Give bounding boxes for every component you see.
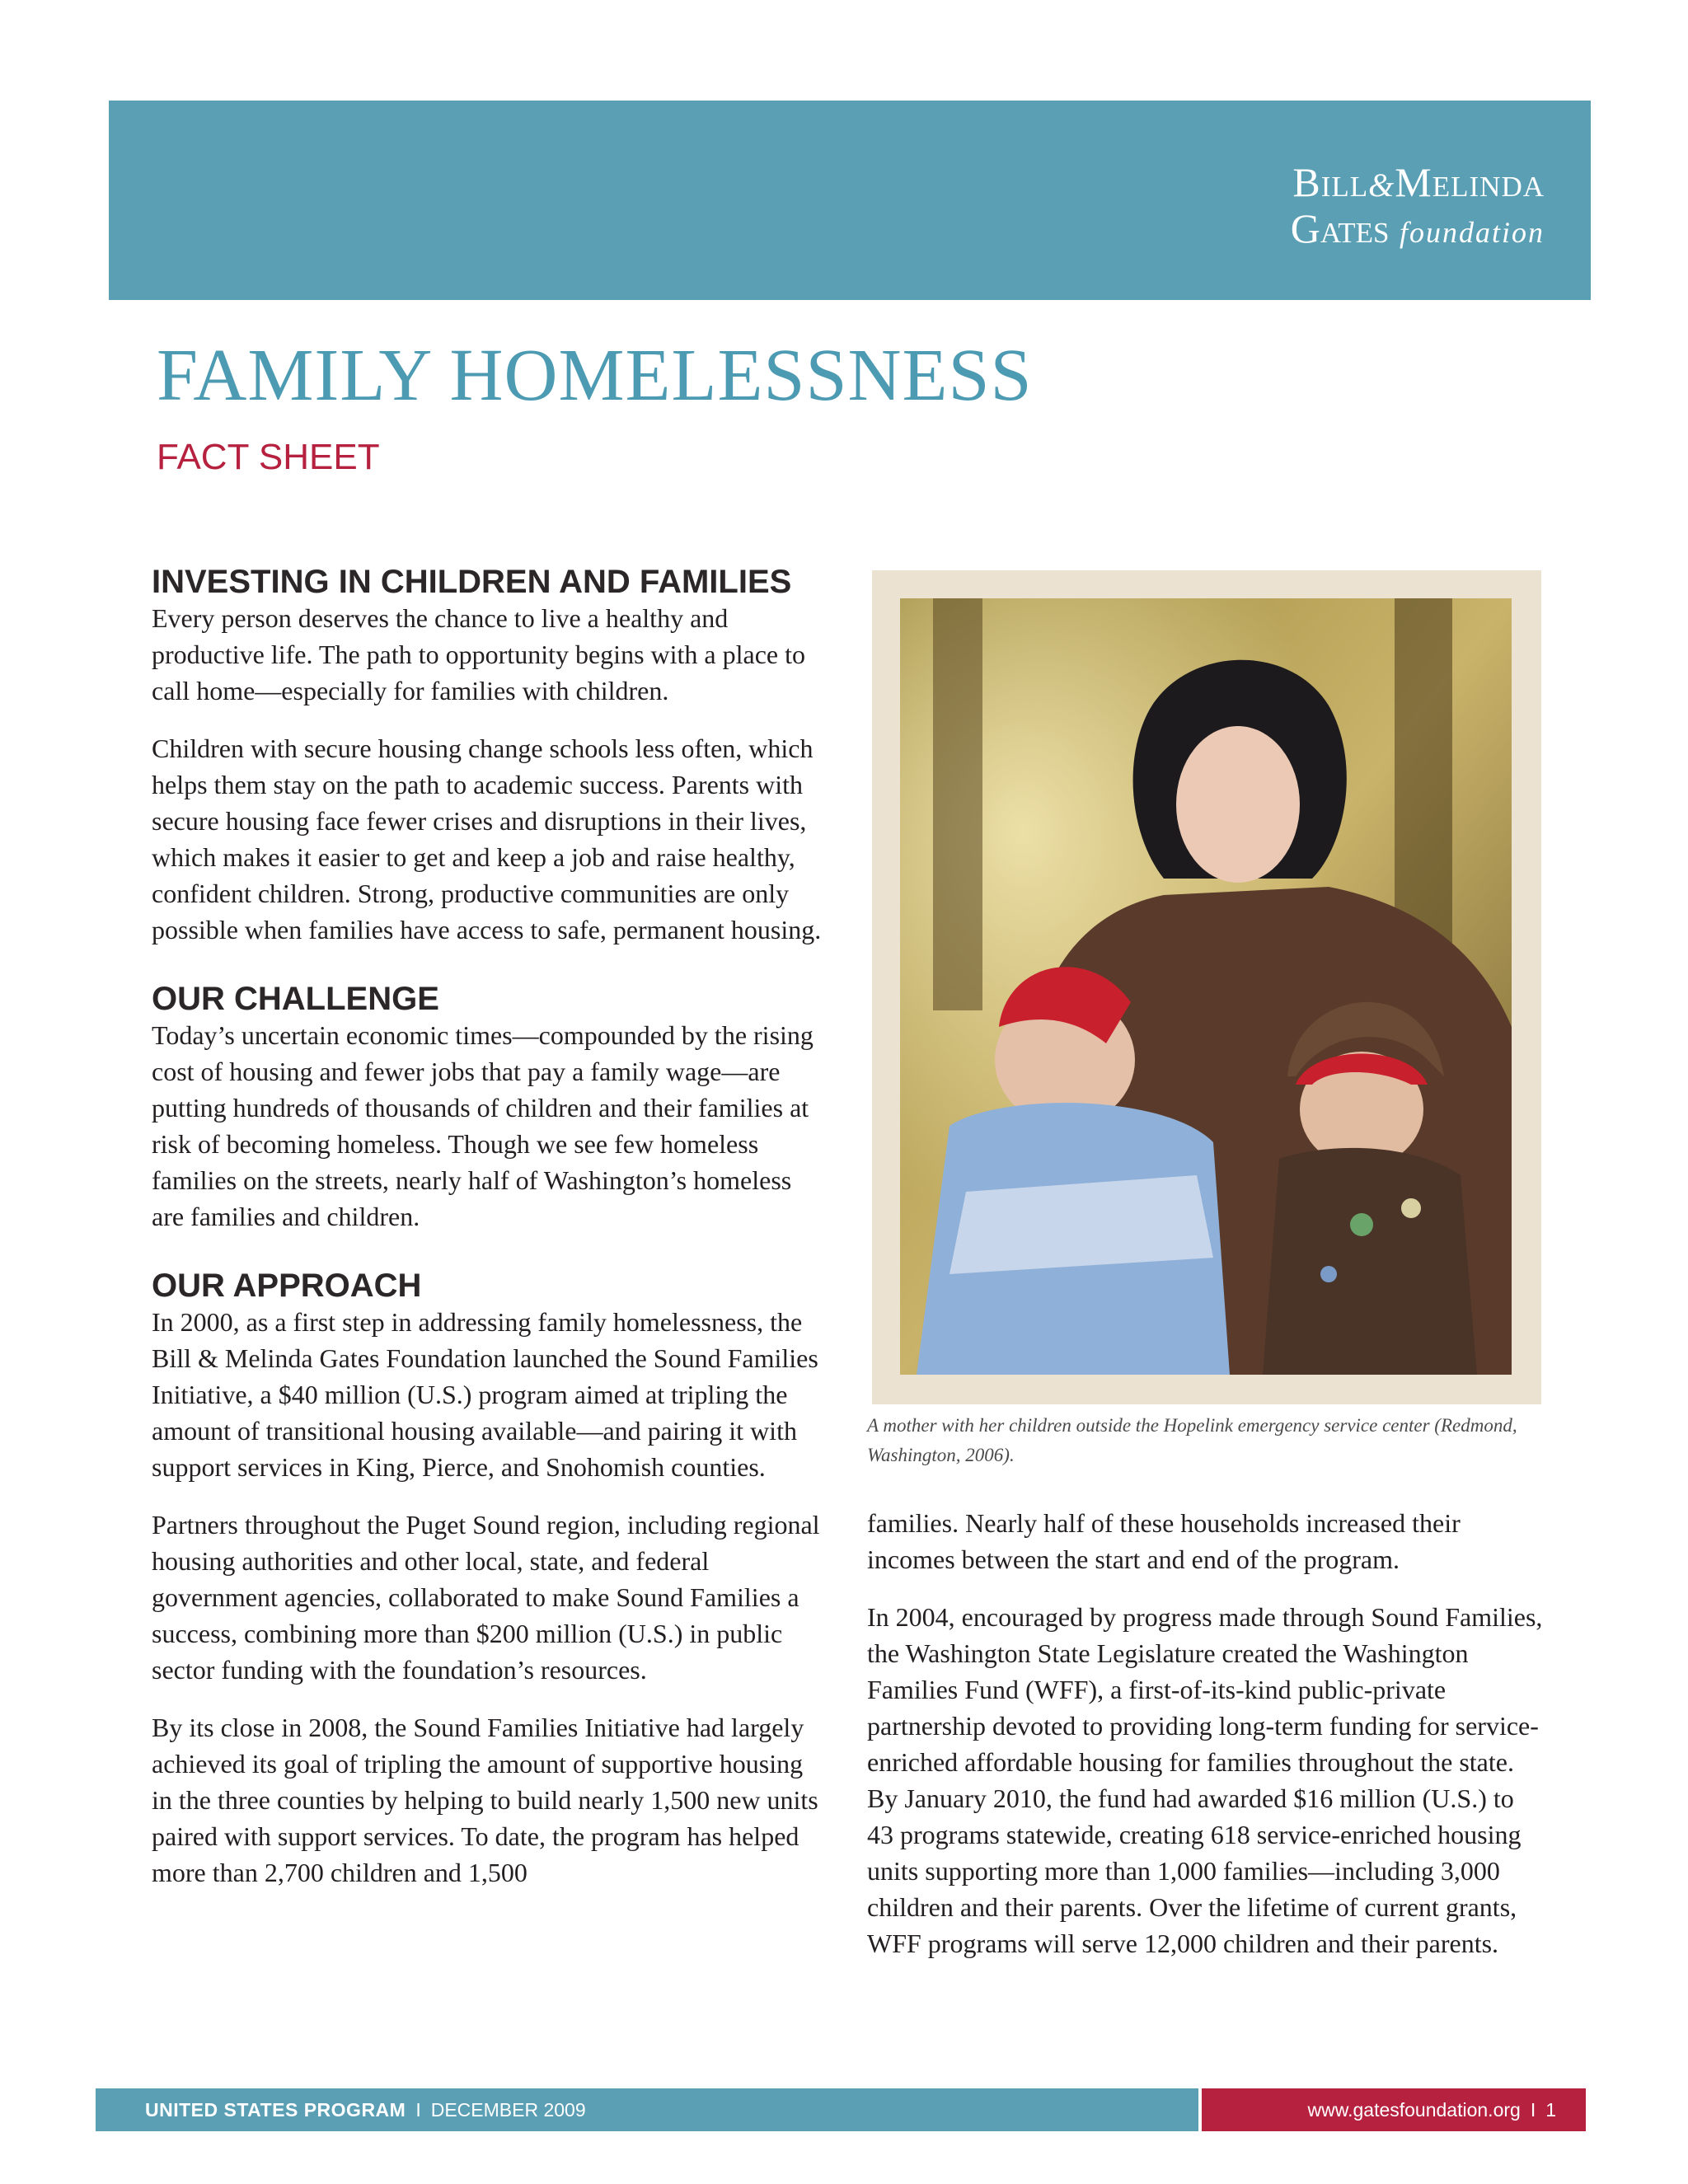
page-number: 1 [1545,2098,1556,2121]
footer-url[interactable]: www.gatesfoundation.org [1307,2098,1521,2121]
header-band [109,101,1591,300]
paragraph: Partners throughout the Puget Sound region, including regional housing authorities and other local, state, and federal government agencies, collaborated to make Sound Families a success, combining more than $200 million (U.S.) in public sector funding with the foundation’s resources. [152,1510,820,1685]
section-heading: OUR APPROACH [152,1268,422,1304]
paragraph: By its close in 2008, the Sound Families Initiative had largely achieved its goal of tripling the amount of supportive housing in the three counties by helping to build nearly 1,500 new units paired with support services. To date, the program has helped more than 2,700 children and 1,500 [152,1713,818,1887]
logo-bill: Bill [1292,159,1369,205]
page-title: FAMILY HOMELESSNESS [157,335,1033,416]
footer-separator: I [415,2098,421,2121]
logo-gates: Gates [1290,205,1390,251]
footer-url-bar [1202,2088,1586,2131]
photo-frame [872,570,1541,1404]
family-photo [900,598,1512,1375]
footer-date: DECEMBER 2009 [430,2098,586,2121]
paragraph: In 2004, encouraged by progress made through Sound Families, the Washington State Legislature created the Washington Families Fund (WFF), a first-of-its-kind public-private partnership devoted to providing long-term funding for service-enriched affordable housing for families throughout the state. By January 2010, the fund had awarded $16 million (U.S.) to 43 programs statewide, creating 618 service-enriched housing units supporting more than 1,000 families—including 3,000 children and their parents. Over the lifetime of current grants, WFF programs will serve 12,000 children and their parents. [867,1602,1543,1958]
left-column [152,564,828,1924]
page-subtitle: FACT SHEET [157,437,380,477]
paragraph: Children with secure housing change schools less often, which helps them stay on the path to academic success. Parents with secure housing face fewer crises and disruptions in their lives, which makes it easier to get and keep a job and raise healthy, confident children. Strong, productive communities are only possible when families have access to safe, permanent housing. [152,733,822,944]
section-heading: INVESTING IN CHILDREN AND FAMILIES [152,564,792,600]
logo-ampersand: & [1368,166,1395,204]
section-challenge [152,981,828,1235]
photo-caption: A mother with her children outside the Hopelink emergency service center (Redmond, Washington, 2006). [867,1415,1517,1465]
photo-illustration [900,598,1512,1375]
right-column [867,1505,1543,1983]
paragraph: families. Nearly half of these households increased their incomes between the start and end of the program. [867,1508,1461,1574]
footer-separator: I [1530,2098,1536,2121]
section-heading: OUR CHALLENGE [152,981,439,1017]
logo-foundation: foundation [1399,216,1545,249]
paragraph: In 2000, as a first step in addressing family homelessness, the Bill & Melinda Gates Foundation launched the Sound Families Initiative, a $40 million (U.S.) program aimed at tripling the amount of transitional housing available—and pairing it with support services in King, Pierce, and Snohomish counties. [152,1307,818,1482]
paragraph: Today’s uncertain economic times—compounded by the rising cost of housing and fewer jobs that pay a family wage—are putting hundreds of thousands of children and their families at risk of becoming homeless. Though we see few homeless families on the streets, nearly half of Washington’s homeless are families and children. [152,1020,814,1231]
section-investing [152,564,828,948]
footer-program-bar [96,2088,1198,2131]
foundation-logo [1290,159,1545,251]
logo-melinda: Melinda [1395,159,1545,205]
paragraph: Every person deserves the chance to live a healthy and productive life. The path to opportunity begins with a place to call home—especially for families with children. [152,603,805,705]
footer-program: UNITED STATES PROGRAM [145,2098,406,2121]
section-approach [152,1268,828,1891]
